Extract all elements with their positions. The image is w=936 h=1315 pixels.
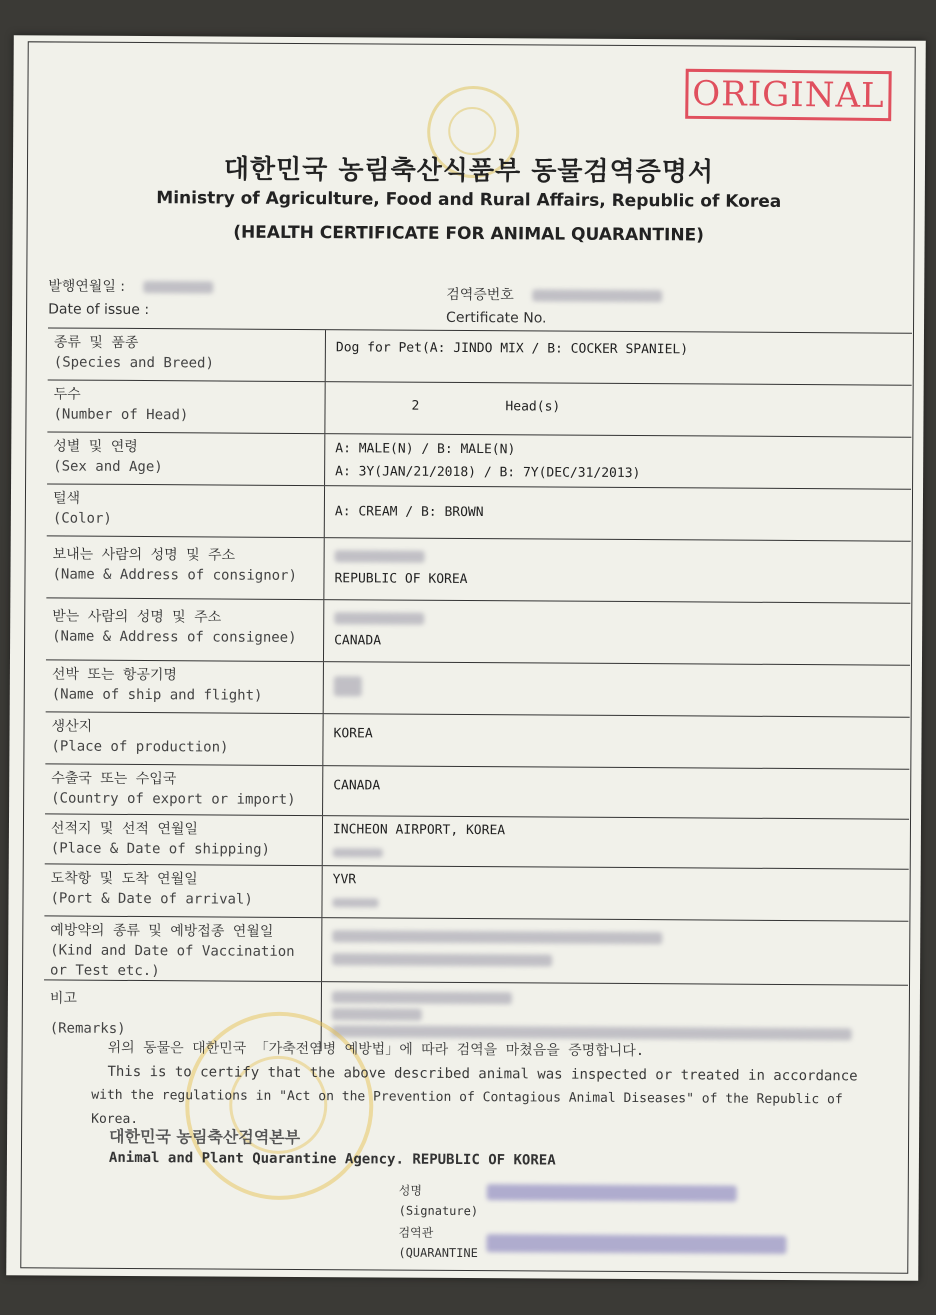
label-en: (Remarks) [49, 1020, 126, 1037]
certificate-sheet [6, 35, 926, 1281]
label-en: (Sex and Age) [53, 458, 163, 476]
label-ko: 비고 [49, 990, 78, 1007]
value-line-1: KOREA [333, 726, 373, 742]
row-label [47, 484, 325, 537]
value-line-1: CANADA [333, 778, 381, 794]
title-subtitle: (HEALTH CERTIFICATE FOR ANIMAL QUARANTINE) [233, 222, 705, 246]
title-korean: 대한민국 농림축산식품부 동물검역증명서 [223, 154, 715, 188]
certificate-number-label-ko-text: 검역증번호 [446, 286, 514, 304]
value-line-2: A: 3Y(JAN/21/2018) / B: 7Y(DEC/31/2013) [335, 464, 641, 482]
certification-statement [91, 1036, 888, 1137]
value-line-2: CANADA [334, 633, 382, 649]
label-en: (Name & Address of consignee) [52, 628, 297, 646]
redacted-vaccination-1 [332, 924, 898, 950]
row-value [325, 486, 911, 541]
label-ko: 선적지 및 선적 연월일 [50, 820, 199, 838]
redacted-arrival-date [332, 891, 898, 917]
label-ko: 선박 또는 항공기명 [51, 666, 178, 684]
label-en: (Place & Date of shipping) [50, 840, 271, 858]
label-en: (Country of export or import) [51, 790, 296, 808]
label-ko: 종류 및 품종 [53, 334, 139, 351]
row-value [325, 434, 911, 489]
row-label [44, 864, 322, 917]
row-label [46, 598, 324, 661]
row-value [322, 866, 908, 921]
row-country [45, 763, 909, 818]
issue-date-label-ko [48, 275, 213, 296]
statement-english-line-1: This is to certify that the above described animal was inspected or treated in accordance [107, 1063, 858, 1085]
value-line-1: 2 Head(s) [411, 398, 561, 415]
row-label [47, 380, 325, 433]
label-ko: 수출국 또는 수입국 [51, 770, 177, 788]
label-ko: 받는 사람의 성명 및 주소 [52, 608, 222, 626]
row-label [45, 764, 323, 815]
issue-date-label-en: Date of issue : [48, 301, 150, 319]
label-en: (Species and Breed) [53, 354, 214, 372]
redacted-consignee-name [334, 606, 900, 632]
redacted-vaccination-2 [332, 947, 898, 973]
label-en: (Kind and Date of Vaccination or Test etc.) [50, 942, 295, 980]
officer-label-ko: 검역관 [398, 1225, 434, 1240]
row-value [324, 662, 910, 717]
original-stamp: ORIGINAL [685, 69, 892, 121]
row-value [322, 918, 908, 985]
label-ko: 생산지 [51, 718, 93, 735]
value-line-1: YVR [332, 872, 357, 888]
value-line-1: Dog for Pet(A: JINDO MIX / B: COCKER SPANIEL) [335, 340, 689, 358]
row-value [324, 538, 910, 603]
row-ship-flight [46, 659, 910, 716]
row-value [325, 382, 911, 437]
row-label [45, 814, 323, 865]
label-ko: 도착항 및 도착 연월일 [50, 870, 198, 888]
row-place-of-production [45, 711, 909, 768]
row-sex-age [47, 431, 911, 488]
redacted-flight [334, 676, 362, 696]
statement-english-line-2: with the regulations in "Act on the Prevention of Contagious Animal Diseases" of the Republic of Korea. [91, 1087, 843, 1128]
row-species [48, 327, 912, 384]
row-label [48, 328, 326, 381]
label-en: (Color) [52, 510, 112, 527]
row-label [46, 536, 324, 599]
row-value [323, 816, 909, 869]
label-ko: 보내는 사람의 성명 및 주소 [52, 546, 236, 564]
statement-korean: 위의 동물은 대한민국 「가축전염병 예방법」에 따라 검역을 마쳤음을 증명합니다. [107, 1039, 645, 1060]
certificate-number-label-en: Certificate No. [446, 309, 547, 327]
value-line-1: INCHEON AIRPORT, KOREA [332, 822, 506, 839]
label-en: (Name & Address of consignor) [52, 566, 297, 584]
redacted-certificate-number [532, 289, 662, 302]
redacted-officer-name [486, 1234, 786, 1254]
row-arrival [44, 863, 908, 920]
title-english: Ministry of Agriculture, Food and Rural Affairs, Republic of Korea [156, 188, 782, 212]
label-ko: 성별 및 연령 [53, 438, 138, 455]
row-consignee [46, 597, 910, 664]
value-line-1: A: CREAM / B: BROWN [334, 504, 484, 521]
value-line-2: REPUBLIC OF KOREA [334, 571, 468, 588]
label-en: (Name of ship and flight) [51, 686, 263, 704]
redacted-consignor-name [335, 544, 901, 570]
row-value [323, 714, 909, 769]
officer-label-en: (QUARANTINE [398, 1245, 478, 1261]
agency-name-english: Animal and Plant Quarantine Agency. REPUBLIC OF KOREA [108, 1149, 556, 1169]
row-vaccination [44, 915, 908, 984]
issue-date-label-ko-text: 발행연월일 : [48, 278, 126, 295]
row-consignor [46, 535, 910, 602]
row-shipping [45, 813, 909, 868]
row-number-of-head [47, 379, 911, 436]
row-value [324, 600, 910, 665]
signature-label-ko: 성명 [398, 1183, 422, 1198]
label-en: (Number of Head) [53, 406, 189, 424]
redacted-signature [487, 1184, 737, 1202]
row-color [47, 483, 911, 540]
row-label [46, 660, 324, 713]
redacted-issue-date [143, 281, 213, 293]
certificate-table [44, 327, 912, 1054]
row-value [326, 330, 912, 385]
signature-label-en: (Signature) [398, 1203, 479, 1219]
value-line-1: A: MALE(N) / B: MALE(N) [335, 441, 516, 458]
agency-name-korean: 대한민국 농림축산검역본부 [109, 1126, 301, 1147]
label-en: (Place of production) [51, 738, 229, 756]
label-ko: 털색 [52, 490, 81, 507]
certificate-number-label-ko [446, 284, 662, 305]
label-ko: 예방약의 종류 및 예방접종 연월일 [50, 922, 274, 940]
label-ko: 두수 [53, 386, 81, 403]
label-en: (Port & Date of arrival) [50, 890, 253, 908]
redacted-shipping-date [333, 841, 899, 867]
row-value [323, 766, 909, 819]
row-label [44, 916, 322, 981]
row-label [45, 712, 323, 765]
row-label [47, 432, 325, 485]
